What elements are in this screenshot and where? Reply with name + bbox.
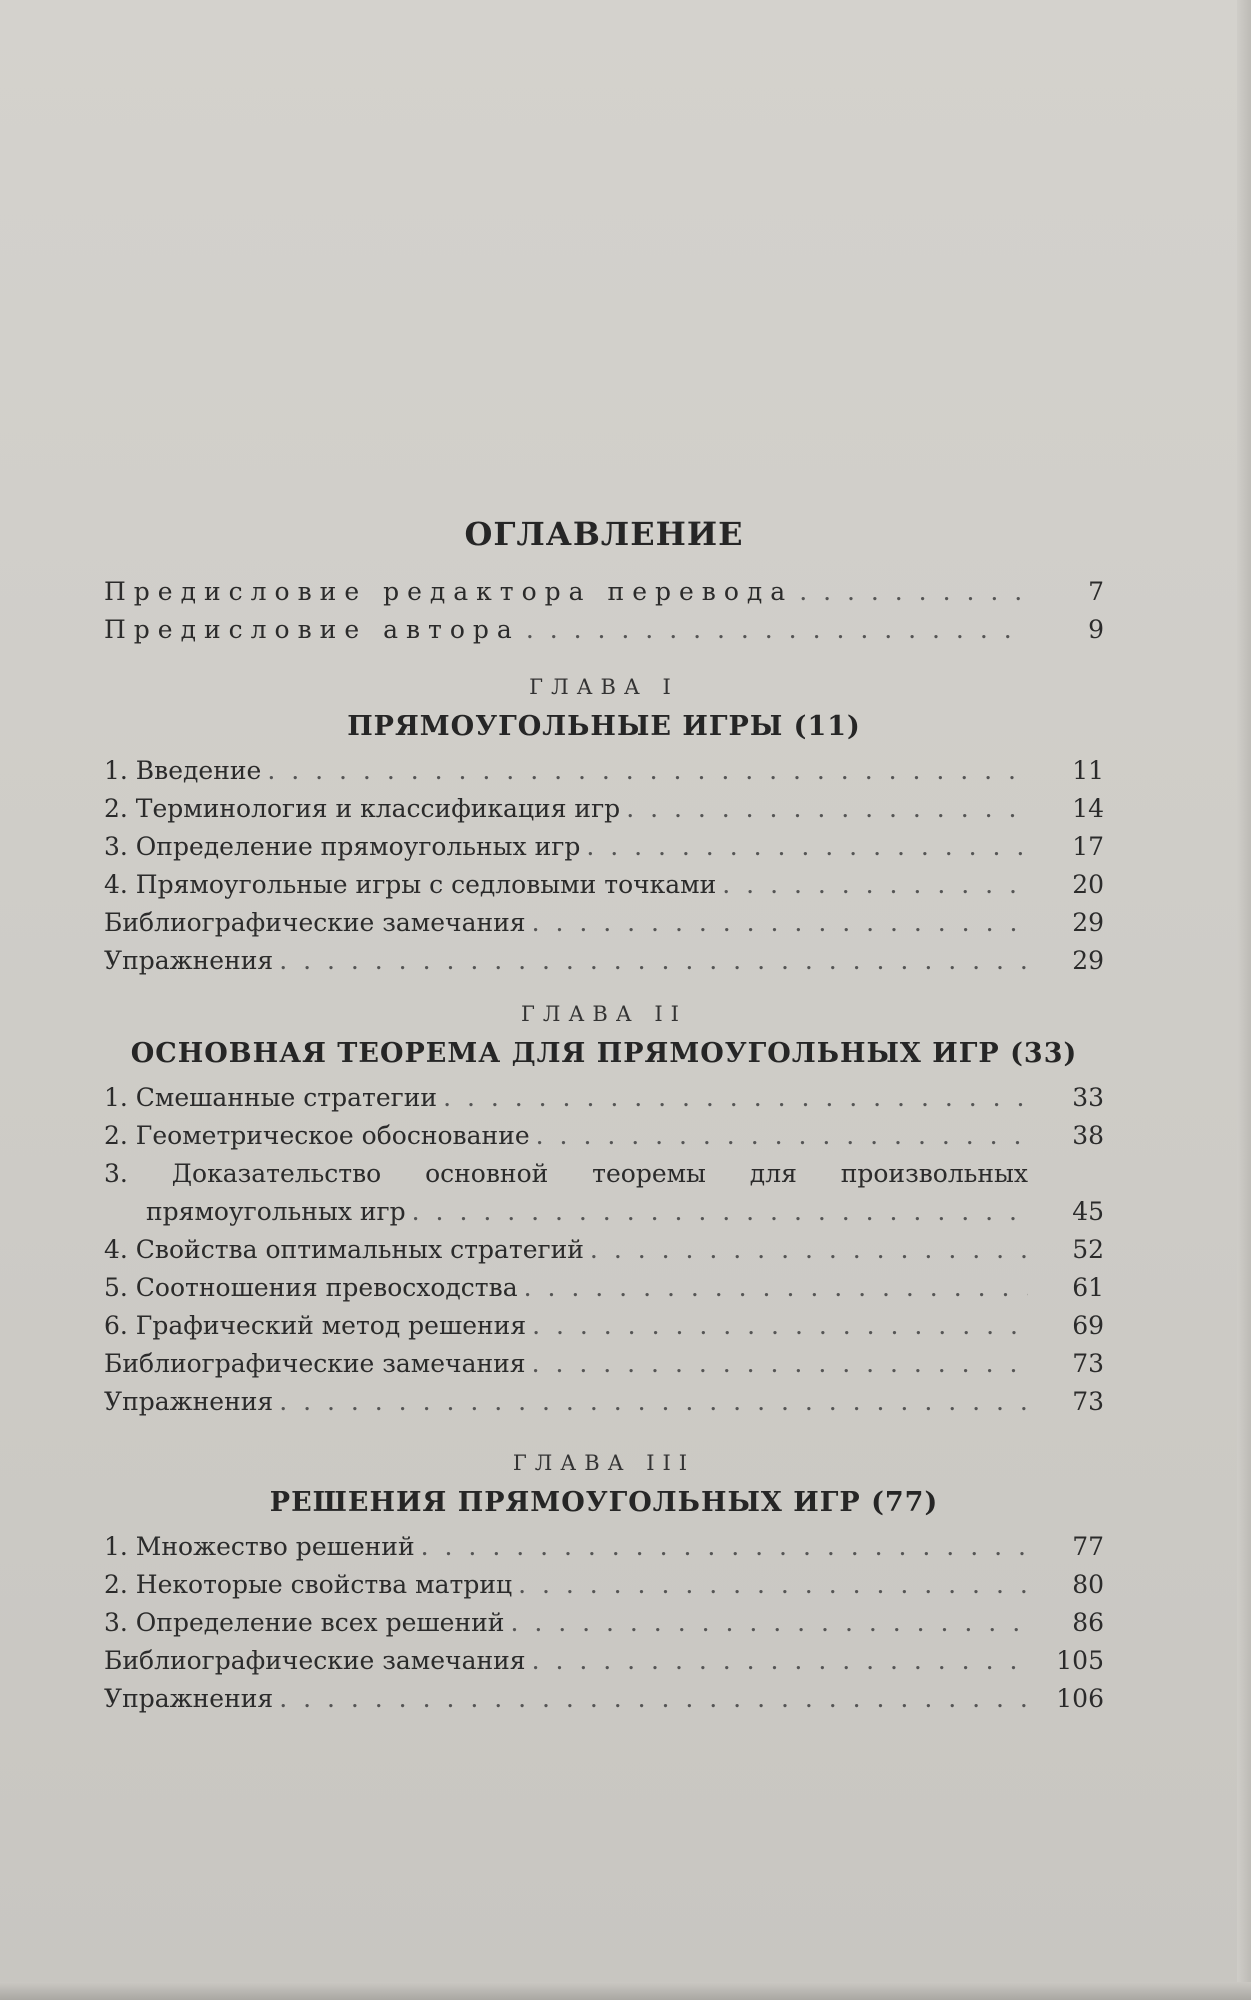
toc-entry-label: 3. Определение прямоугольных игр (104, 832, 581, 861)
toc-entry-page: 61 (1072, 1273, 1104, 1302)
toc-entry-label: Библиографические замечания (104, 1646, 526, 1675)
toc-entry-page: 9 (1088, 615, 1104, 644)
leader-dots (532, 1642, 1028, 1680)
toc-entry-page: 80 (1072, 1570, 1104, 1599)
toc-entry-label: 2. Некоторые свойства матриц (104, 1570, 513, 1599)
toc-entry[interactable] (104, 866, 1104, 904)
toc-entry-label: Упражнения (104, 1387, 274, 1416)
toc-entry-page: 17 (1072, 832, 1104, 861)
chapter-label: ГЛАВА I (529, 675, 679, 699)
toc-entry-page: 14 (1072, 794, 1104, 823)
toc-entry[interactable] (104, 1642, 1104, 1680)
toc-entry[interactable] (104, 904, 1104, 942)
leader-dots (518, 1566, 1028, 1604)
toc-entry-label: 3. Доказательство основной теоремы для произвольных (104, 1159, 1028, 1188)
toc-entry[interactable] (104, 942, 1104, 980)
toc-title: ОГЛАВЛЕНИЕ (464, 515, 744, 553)
toc-entry-page: 20 (1072, 870, 1104, 899)
toc-entry-page: 73 (1072, 1349, 1104, 1378)
toc-entry-label: 4. Прямоугольные игры с седловыми точками (104, 870, 717, 899)
toc-entry-label: Библиографические замечания (104, 1349, 526, 1378)
toc-entry-label-continued: прямоугольных игр (146, 1197, 406, 1226)
toc-entry[interactable] (104, 1383, 1104, 1421)
toc-entry[interactable] (104, 1604, 1104, 1642)
toc-entry-label: 1. Множество решений (104, 1532, 415, 1561)
chapter-label: ГЛАВА II (521, 1002, 687, 1026)
leader-dots (799, 573, 1028, 611)
page-edge-right (1237, 0, 1251, 2000)
leader-dots (279, 1680, 1028, 1718)
leader-dots (532, 1307, 1028, 1345)
toc-entry[interactable] (104, 1345, 1104, 1383)
toc-entry[interactable] (104, 1231, 1104, 1269)
toc-entry-label: 3. Определение всех решений (104, 1608, 505, 1637)
toc-entry[interactable] (104, 790, 1104, 828)
chapter-title: РЕШЕНИЯ ПРЯМОУГОЛЬНЫХ ИГР (77) (269, 1487, 939, 1518)
toc-entry-label: Предисловие редактора перевода (104, 577, 794, 606)
toc-entry-label: 4. Свойства оптимальных стратегий (104, 1235, 584, 1264)
leader-dots (586, 828, 1028, 866)
toc-entry-page: 105 (1056, 1646, 1104, 1675)
toc-entry[interactable] (104, 1117, 1104, 1155)
leader-dots (626, 790, 1028, 828)
toc-entry[interactable] (104, 1528, 1104, 1566)
leader-dots (421, 1528, 1028, 1566)
toc-entry-page: 73 (1072, 1387, 1104, 1416)
toc-entry-label: 2. Терминология и классификация игр (104, 794, 621, 823)
toc-entry[interactable] (104, 1269, 1104, 1307)
toc-entry-page: 52 (1072, 1235, 1104, 1264)
leader-dots (279, 1383, 1028, 1421)
toc-entry-label: Упражнения (104, 1684, 274, 1713)
leader-dots (524, 1269, 1028, 1307)
chapter-label: ГЛАВА III (512, 1451, 696, 1475)
toc-entry[interactable] (104, 752, 1104, 790)
toc-entry-label: 1. Введение (104, 756, 262, 785)
leader-dots (412, 1193, 1028, 1231)
leader-dots (536, 1117, 1028, 1155)
toc-entry[interactable] (104, 1680, 1104, 1718)
chapter-title: ОСНОВНАЯ ТЕОРЕМА ДЛЯ ПРЯМОУГОЛЬНЫХ ИГР (33) (130, 1038, 1078, 1069)
toc-entry-label: Упражнения (104, 946, 274, 975)
toc-entry-page: 38 (1072, 1121, 1104, 1150)
toc-entry-page: 11 (1072, 756, 1104, 785)
toc-entry-page: 45 (1072, 1197, 1104, 1226)
toc-entry-label: Библиографические замечания (104, 908, 526, 937)
toc-entry[interactable] (104, 1079, 1104, 1117)
toc-entry-page: 33 (1072, 1083, 1104, 1112)
leader-dots (443, 1079, 1028, 1117)
toc-entry-preface-editor[interactable] (104, 573, 1104, 611)
toc-entry-page: 106 (1056, 1684, 1104, 1713)
page-edge-bottom (0, 1982, 1251, 2000)
toc-entry-page: 77 (1072, 1532, 1104, 1561)
toc-entry-multiline[interactable] (104, 1155, 1104, 1231)
leader-dots (267, 752, 1028, 790)
chapter-title: ПРЯМОУГОЛЬНЫЕ ИГРЫ (11) (347, 711, 861, 742)
toc-entry-page: 69 (1072, 1311, 1104, 1340)
toc-entry-page: 7 (1088, 577, 1104, 606)
leader-dots (510, 1604, 1028, 1642)
toc-entry[interactable] (104, 1566, 1104, 1604)
toc-entry[interactable] (104, 1307, 1104, 1345)
leader-dots (532, 1345, 1028, 1383)
toc-entry-page: 86 (1072, 1608, 1104, 1637)
toc-entry-label: 1. Смешанные стратегии (104, 1083, 438, 1112)
toc-entry[interactable] (104, 828, 1104, 866)
leader-dots (526, 611, 1028, 649)
toc-entry-page: 29 (1072, 908, 1104, 937)
toc-entry-page: 29 (1072, 946, 1104, 975)
leader-dots (590, 1231, 1028, 1269)
leader-dots (722, 866, 1028, 904)
toc-entry-label: 5. Соотношения превосходства (104, 1273, 518, 1302)
leader-dots (532, 904, 1028, 942)
toc-entry-preface-author[interactable] (104, 611, 1104, 649)
toc-entry-label: 2. Геометрическое обоснование (104, 1121, 530, 1150)
table-of-contents (104, 515, 1104, 1718)
toc-entry-label: Предисловие автора (104, 615, 520, 644)
leader-dots (279, 942, 1028, 980)
toc-entry-label: 6. Графический метод решения (104, 1311, 527, 1340)
